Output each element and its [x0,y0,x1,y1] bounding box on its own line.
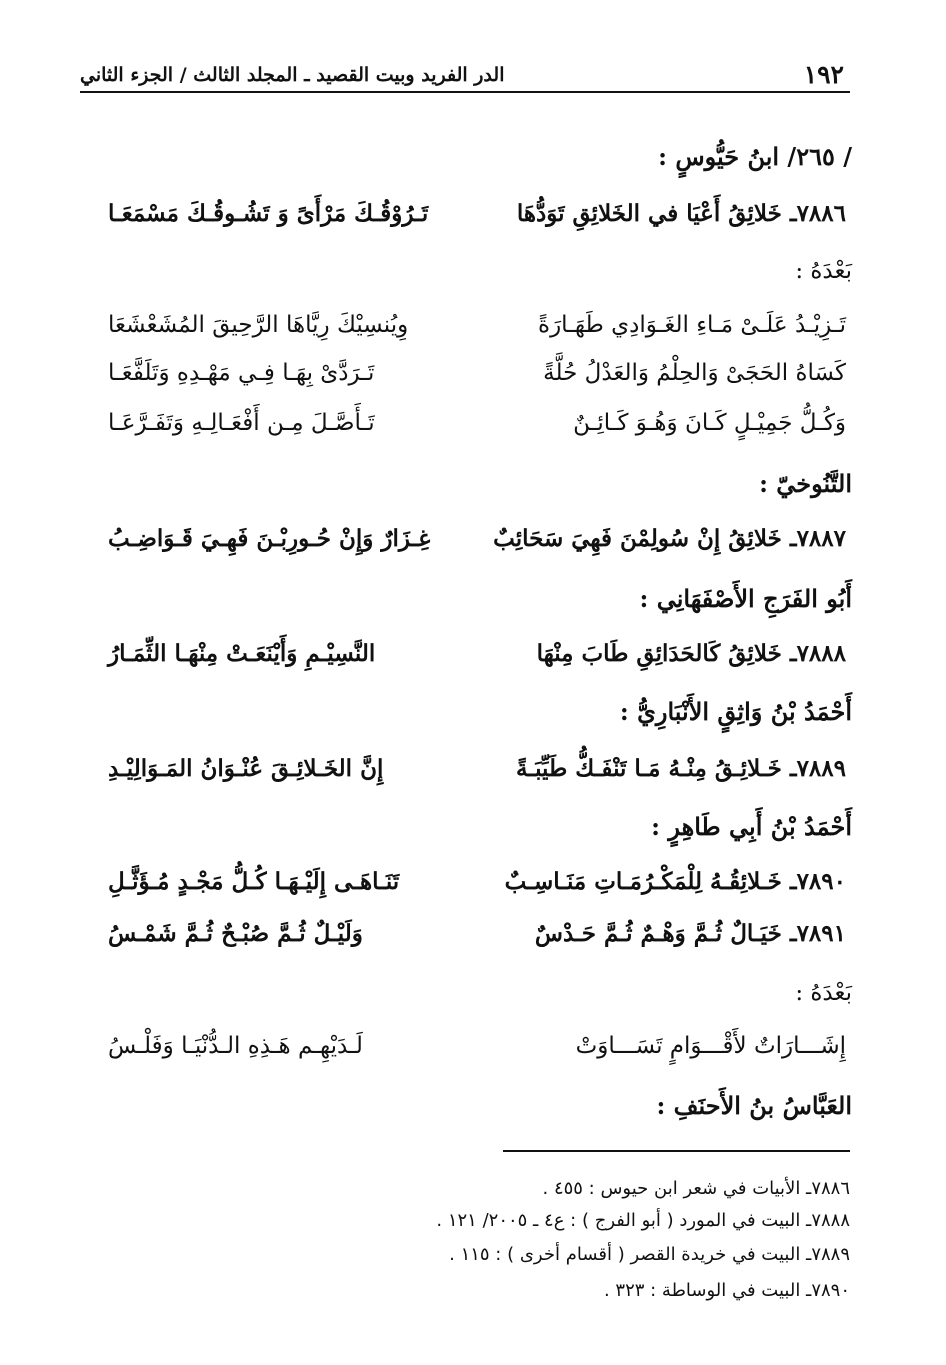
verse-second-hemistich: تَـرَدَّىْ بِهَـا فِـي مَهْـدِهِ وَتَلَفَّعَـا [108,360,375,386]
verse-second-hemistich: تَـأَصَّـلَ مِـن أَفْعَـالِـهِ وَتَفَـرَّعَـا [108,410,375,436]
verse-first-hemistich: كَسَاهُ الحَجَىْ وَالحِلْمُ وَالعَدْلُ حُلَّةً [543,360,846,386]
footnote: ٧٨٨٨ـ البيت في المورد ( أبو الفرج ) : ع٤ ـ ٢٠٠٥/ ١٢١ . [436,1210,850,1231]
verse-first-hemistich: وَكُـلُّ جَمِيْـلٍ كَـانَ وَهُـوَ كَـائِـنٌ [573,410,846,436]
verse-second-hemistich: إِنَّ الخَـلائِـقَ عُنْـوَانُ المَـوَالِيْـدِ [108,755,384,782]
verse-second-hemistich: وِيُنسِيْكَ رِيَّاهَا الرَّحِيقَ المُشَعْشَعَا [108,312,409,338]
verse-second-hemistich: غِـزَارٌ وَإِنْ حُـورِبْـنَ فَهِـيَ قَـوَاضِـبُ [108,525,431,552]
verse-first-hemistich: ٧٨٩٠ـ خَـلائِقُـهُ لِلْمَكْـرُمَـاتِ مَنَـاسِـبٌ [504,868,846,895]
poet-heading: أَبُو الفَرَجِ الأَصْفَهَانِي : [639,584,852,613]
footnote-rule [503,1150,850,1152]
subheading: بَعْدَهُ : [795,980,852,1006]
verse-first-hemistich: ٧٨٨٧ـ خَلائِقُ إِنْ سُولِمْنَ فَهِيَ سَحَائِبٌ [493,525,846,552]
poet-heading: / ٢٦٥/ ابنُ حَيُّوسٍ : [658,142,852,171]
verse-first-hemistich: ٧٨٨٩ـ خَـلائِـقُ مِنْـهُ مَـا تَنْفَـكُّ طَيِّبَـةً [516,755,846,782]
footnote: ٧٨٨٩ـ البيت في خريدة القصر ( أقسام أخرى ) : ١١٥ . [449,1244,850,1265]
header-rule [80,91,850,93]
running-title: الدر الفريد وبيت القصيد ـ المجلد الثالث / الجزء الثاني [80,64,505,86]
poet-heading: أَحْمَدُ بْنُ أَبِي طَاهِرٍ : [651,812,852,841]
verse-second-hemistich: وَلَيْـلٌ ثُـمَّ صُبْـحٌ ثُـمَّ شَمْـسُ [108,920,363,947]
verse-first-hemistich: ٧٨٨٨ـ خَلائِقُ كَالحَدَائِقِ طَابَ مِنْهَا [536,640,846,667]
verse-first-hemistich: إِشَـــارَاتٌ لأَقْـــوَامٍ تَسَـــاوَتْ [575,1033,846,1059]
poet-heading: العَبَّاسُ بنُ الأَحنَفِ : [656,1091,852,1120]
subheading: بَعْدَهُ : [795,258,852,284]
page-number: ١٩٢ [803,60,844,89]
verse-second-hemistich: تَـرُوْقُـكَ مَرْأَىً وَ تَشُـوقُـكَ مَسْمَعَـا [108,200,429,227]
poet-heading: التَّنُوخيّ : [759,469,852,498]
footnote: ٧٨٩٠ـ البيت في الوساطة : ٣٢٣ . [603,1280,850,1301]
verse-second-hemistich: لَـدَيْهِـم هَـذِهِ الـدُّنْيَـا وَفَلْـسُ [108,1033,363,1059]
poet-heading: أَحْمَدُ بْنُ وَاثِقٍ الأَنْبَارِيُّ : [619,697,852,726]
verse-first-hemistich: ٧٨٨٦ـ خَلائِقُ أَعْيَا في الخَلائِقِ تَوَدُّهَا [516,200,846,227]
page-header [80,52,850,92]
verse-first-hemistich: ٧٨٩١ـ خَيَـالٌ ثُـمَّ وَهْـمٌ ثُـمَّ حَـدْسٌ [534,920,846,947]
verse-second-hemistich: تَنَـاهَـى إِلَيْـهَـا كُـلُّ مَجْـدٍ مُـؤَثَّـلِ [108,868,400,895]
verse-first-hemistich: تَـزِيْـدُ عَلَـىْ مَـاءِ الغَـوَادِي طَهَـارَةً [538,312,846,338]
footnote: ٧٨٨٦ـ الأبيات في شعر ابن حيوس : ٤٥٥ . [542,1178,850,1199]
verse-second-hemistich: النَّسِيْـمِ وَأَيْنَعَـتْ مِنْهَـا الثِّمَـارُ [108,640,376,667]
